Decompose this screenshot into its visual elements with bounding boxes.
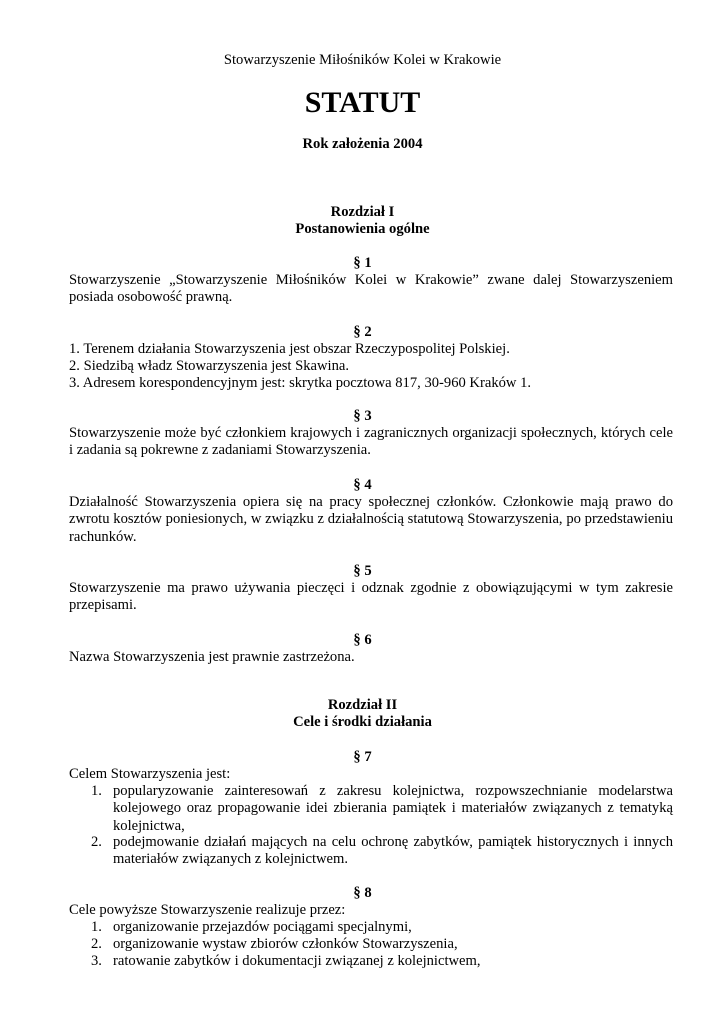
section-4-text: Działalność Stowarzyszenia opiera się na pracy społecznej członków. Członkowie mają prawo do zwrotu kosztów poniesionych, w związku z działalnością statutową Stowarzyszenia, po przedstawieniu rachunków.	[69, 494, 673, 545]
section-7-item-2-text: podejmowanie działań mających na celu ochronę zabytków, pamiątek historycznych i innych materiałów związanych z kolejnictwem.	[113, 834, 673, 868]
section-8-item-2-text: organizowanie wystaw zbiorów członków Stowarzyszenia,	[113, 936, 458, 952]
section-2-heading: § 2	[353, 324, 372, 340]
chapter-2-label: Rozdział II	[327, 697, 398, 713]
section-7-item-1-text: popularyzowanie zainteresowań z zakresu kolejnictwa, rozpowszechnianie modelarstwa kolejowego oraz propagowanie idei zbierania pamiątek i materiałów związanych z tematyką kolejnictwa,	[113, 783, 673, 834]
section-8-intro: Cele powyższe Stowarzyszenie realizuje przez:	[69, 902, 346, 918]
section-7-item-1-number: 1.	[91, 783, 102, 799]
section-3-text: Stowarzyszenie może być członkiem krajowych i zagranicznych organizacji społecznych, których cele i zadania są pokrewne z zadaniami Stowarzyszenia.	[69, 425, 673, 459]
section-8-heading: § 8	[353, 885, 372, 901]
section-2-item-3: 3. Adresem korespondencyjnym jest: skrytka pocztowa 817, 30-960 Kraków 1.	[69, 375, 532, 391]
section-7-heading: § 7	[353, 749, 372, 765]
section-5-text: Stowarzyszenie ma prawo używania pieczęci i odznak zgodnie z obowiązującymi w tym zakresie przepisami.	[69, 580, 673, 614]
chapter-1-subtitle: Postanowienia ogólne	[295, 221, 430, 237]
section-1-heading: § 1	[353, 255, 372, 271]
section-7-intro: Celem Stowarzyszenia jest:	[69, 766, 231, 782]
section-8-item-3-text: ratowanie zabytków i dokumentacji związanej z kolejnictwem,	[113, 953, 481, 969]
section-2-item-2: 2. Siedzibą władz Stowarzyszenia jest Skawina.	[69, 358, 350, 374]
section-1-text: Stowarzyszenie „Stowarzyszenie Miłośników Kolei w Krakowie” zwane dalej Stowarzyszeniem posiada osobowość prawną.	[69, 272, 673, 306]
section-8-item-3-number: 3.	[91, 953, 102, 969]
section-5-heading: § 5	[353, 563, 372, 579]
section-8-item-1-number: 1.	[91, 919, 102, 935]
section-2-item-1: 1. Terenem działania Stowarzyszenia jest obszar Rzeczypospolitej Polskiej.	[69, 341, 510, 357]
founding-year: Rok założenia 2004	[302, 136, 423, 152]
section-7-item-2-number: 2.	[91, 834, 102, 850]
section-3-heading: § 3	[353, 408, 372, 424]
organization-name: Stowarzyszenie Miłośników Kolei w Krakowie	[223, 52, 502, 68]
section-6-text: Nazwa Stowarzyszenia jest prawnie zastrzeżona.	[69, 649, 355, 665]
section-4-heading: § 4	[353, 477, 372, 493]
document-title: STATUT	[304, 86, 421, 119]
chapter-2-subtitle: Cele i środki działania	[293, 714, 432, 730]
section-8-item-2-number: 2.	[91, 936, 102, 952]
section-8-item-1-text: organizowanie przejazdów pociągami specjalnymi,	[113, 919, 412, 935]
section-6-heading: § 6	[353, 632, 372, 648]
chapter-1-label: Rozdział I	[330, 204, 395, 220]
